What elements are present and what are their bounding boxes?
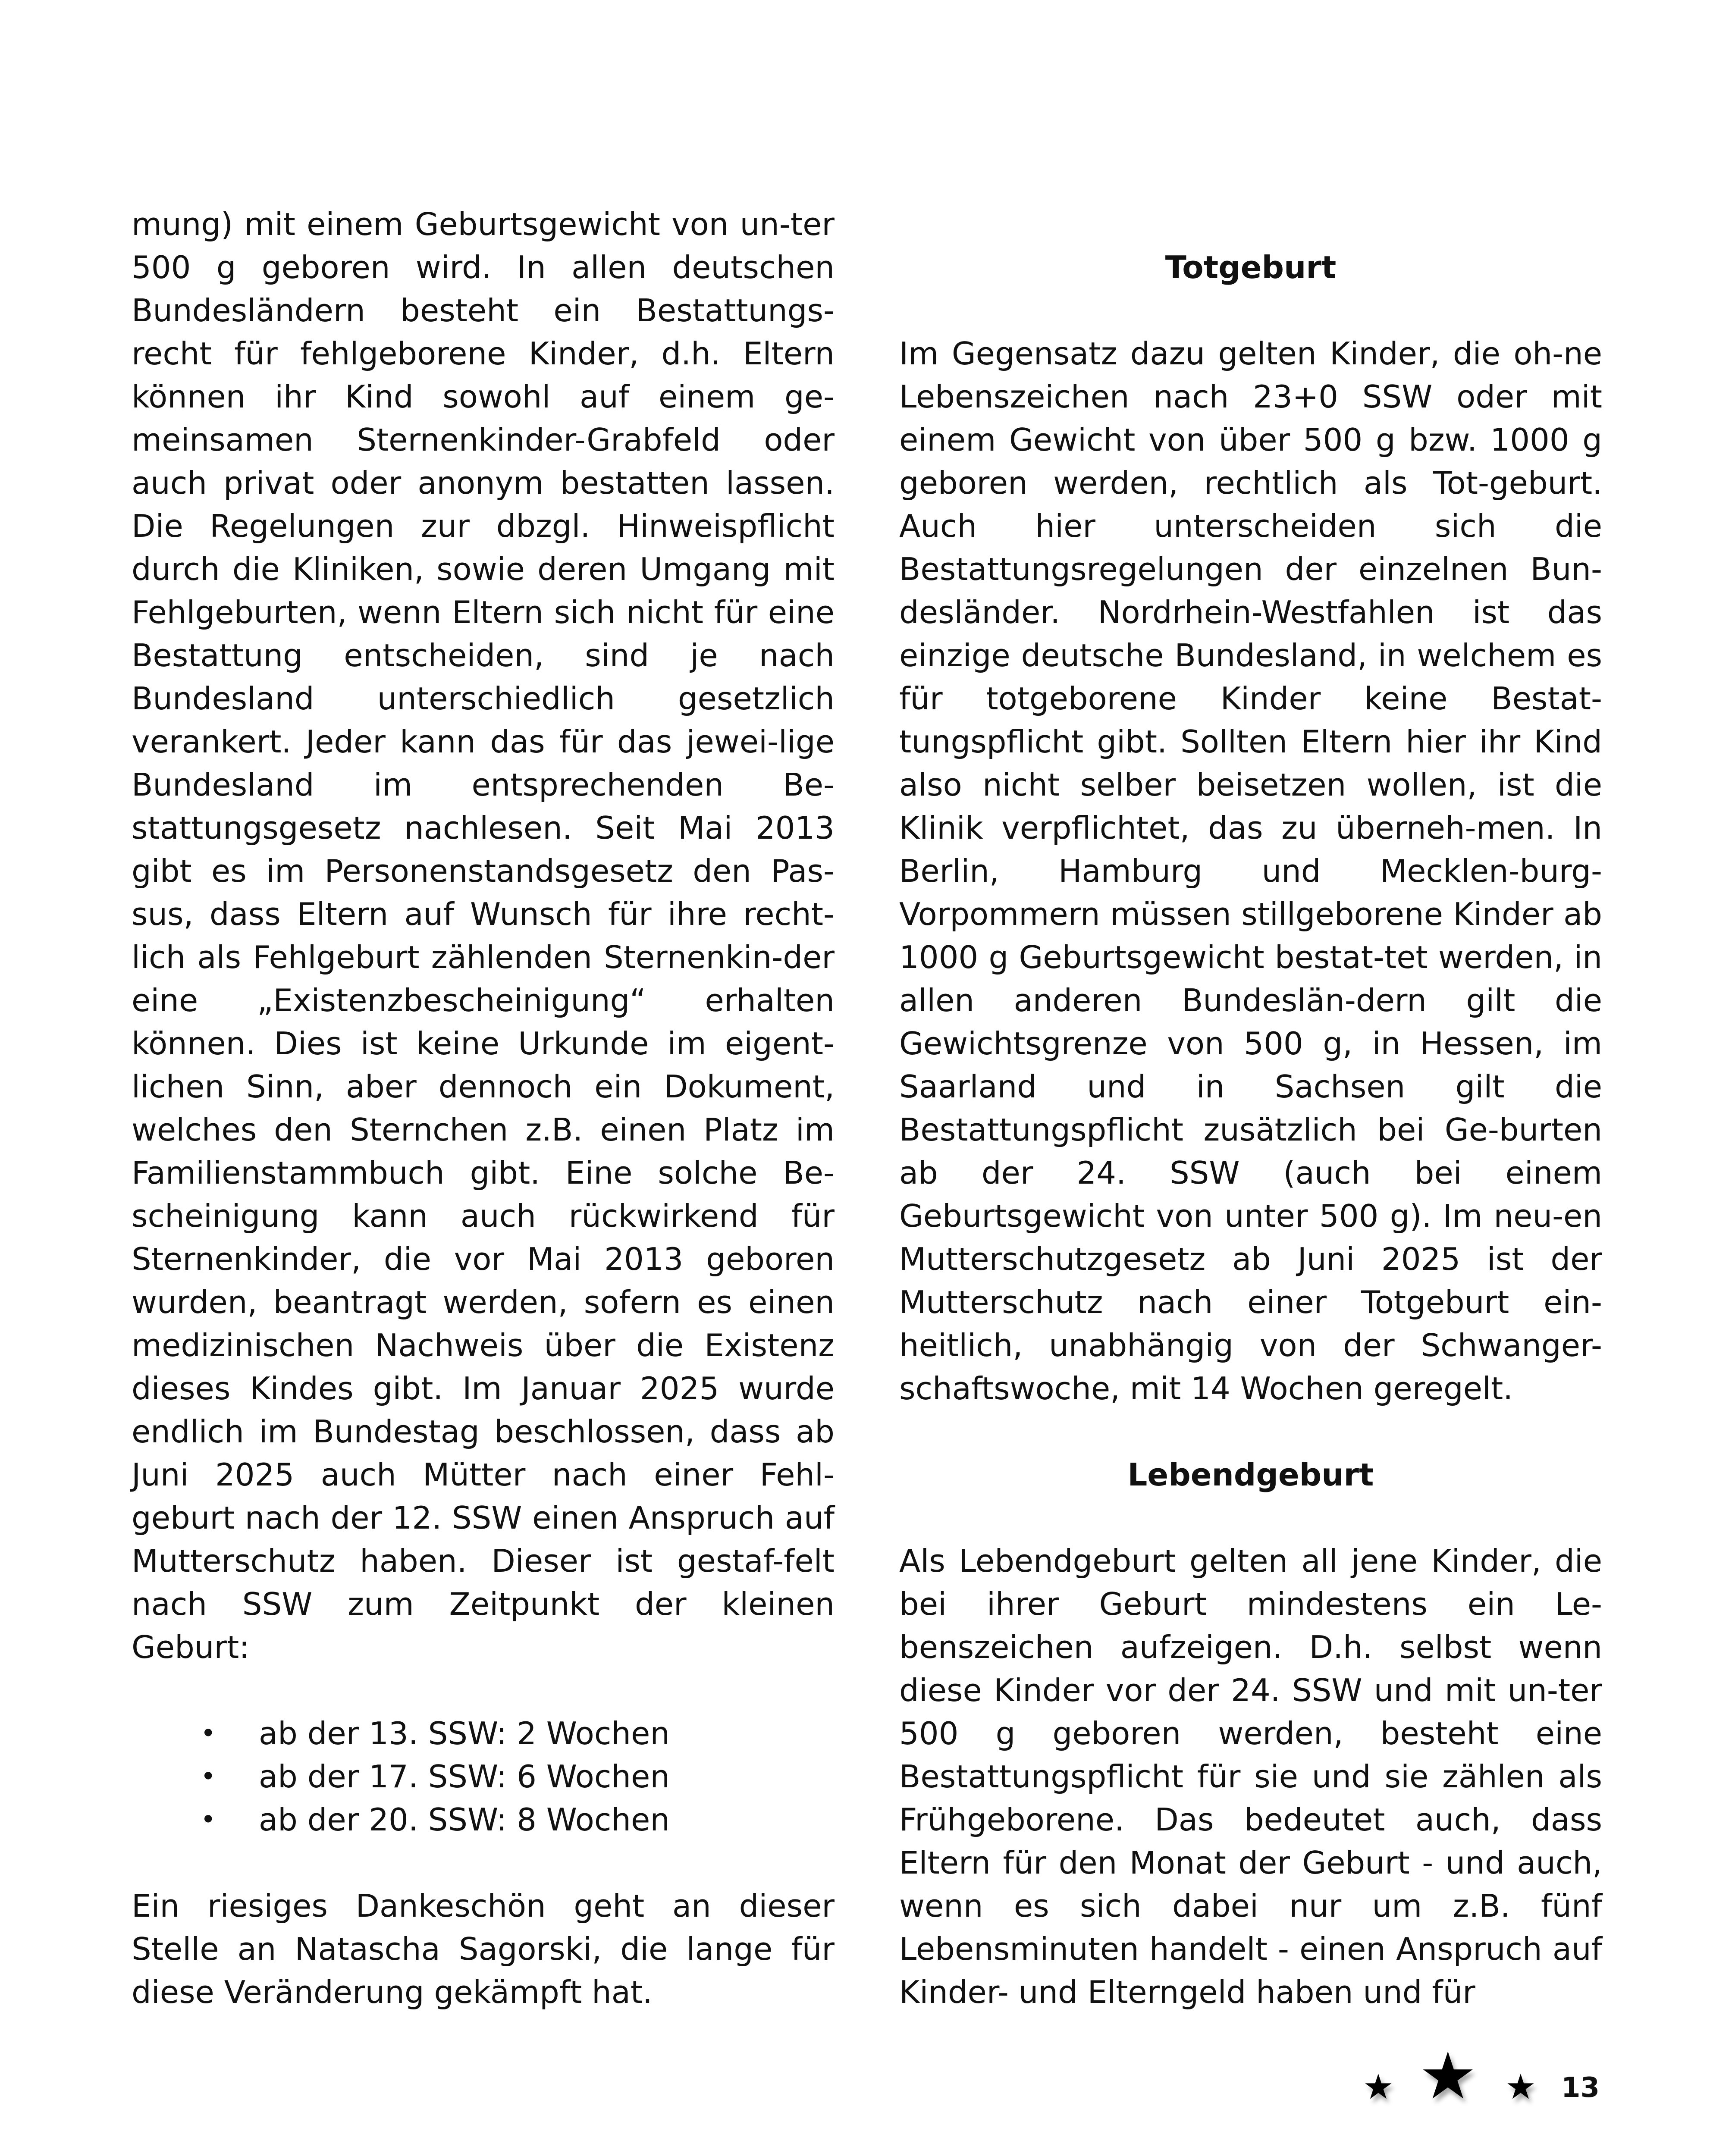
star-icon: ★ [1419, 2039, 1477, 2114]
page-footer [1346, 2039, 1604, 2122]
spacer [132, 1669, 835, 1712]
list-item [201, 1798, 835, 1841]
page-number: 13 [1561, 2072, 1600, 2104]
right-column [899, 246, 1602, 2014]
spacer [132, 1841, 835, 1884]
right-paragraph-1: Im Gegensatz dazu gelten Kinder, die oh-ne Lebenszeichen nach 23+0 SSW oder mit einem Gewicht von über 500 g bzw. 1000 g geboren werden, rechtlich als Tot-geburt. Auch hier unterscheiden sich die Bestattungsregelungen der einzelnen Bun-desländer. Nordrhein-Westfahlen ist das einzige deutsche Bundesland, in welchem es für totgeborene Kinder keine Bestat-tungspflicht gibt. Sollten Eltern hier ihr Kind also nicht selber beisetzen wollen, ist die Klinik verpflichtet, das zu überneh-men. In Berlin, Hamburg und Mecklen-burg-Vorpommern müssen stillgeborene Kinder ab 1000 g Geburtsgewicht bestat-tet werden, in allen anderen Bundeslän-dern gilt die Gewichtsgrenze von 500 g, in Hessen, im Saarland und in Sachsen gilt die Bestattungspflicht zusätzlich bei Ge-burten ab der 24. SSW (auch bei einem Geburtsgewicht von unter 500 g). Im neu-en Mutterschutzgesetz ab Juni 2025 ist der Mutterschutz nach einer Totgeburt ein-heitlich, unabhängig von der Schwanger-schaftswoche, mit 14 Wochen geregelt. [899, 335, 1602, 1407]
heading-lebendgeburt: Lebendgeburt [1127, 1457, 1374, 1493]
list-item-text: ab der 17. SSW: 6 Wochen [259, 1758, 670, 1795]
list-item-text: ab der 13. SSW: 2 Wochen [259, 1715, 670, 1752]
left-paragraph-1: mung) mit einem Geburtsgewicht von un-ter 500 g geboren wird. In allen deutschen Bundesländern besteht ein Bestattungs-recht für fehlgeborene Kinder, d.h. Eltern können ihr Kind sowohl auf einem ge-meinsamen Sternenkinder-Grabfeld oder auch privat oder anonym bestatten lassen. Die Regelungen zur dbzgl. Hinweispflicht durch die Kliniken, sowie deren Umgang mit Fehlgeburten, wenn Eltern sich nicht für eine Bestattung entscheiden, sind je nach Bundesland unterschiedlich gesetzlich verankert. Jeder kann das für das jewei-lige Bundesland im entsprechenden Be-stattungsgesetz nachlesen. Seit Mai 2013 gibt es im Personenstandsgesetz den Pas-sus, dass Eltern auf Wunsch für ihre recht-lich als Fehlgeburt zählenden Sternenkin-der eine „Existenzbescheinigung“ erhalten können. Dies ist keine Urkunde im eigent-lichen Sinn, aber dennoch ein Dokument, welches den Sternchen z.B. einen Platz im Familienstammbuch gibt. Eine solche Be-scheinigung kann auch rückwirkend für Sternenkinder, die vor Mai 2013 geboren wurden, beantragt werden, sofern es einen medizinischen Nachweis über die Existenz dieses Kindes gibt. Im Januar 2025 wurde endlich im Bundestag beschlossen, dass ab Juni 2025 auch Mütter nach einer Fehl-geburt nach der 12. SSW einen Anspruch auf Mutterschutz haben. Dieser ist gestaf-felt nach SSW zum Zeitpunkt der kleinen Geburt: [132, 206, 835, 1665]
left-column [132, 203, 835, 2014]
list-item [201, 1712, 835, 1755]
heading-totgeburt: Totgeburt [1165, 249, 1337, 285]
right-paragraph-2: Als Lebendgeburt gelten all jene Kinder, die bei ihrer Geburt mindestens ein Le-benszeichen aufzeigen. D.h. selbst wenn diese Kinder vor der 24. SSW und mit un-ter 500 g geboren werden, besteht eine Bestattungspflicht für sie und sie zählen als Frühgeborene. Das bedeutet auch, dass Eltern für den Monat der Geburt - und auch, wenn es sich dabei nur um z.B. fünf Lebensminuten handelt - einen Anspruch auf Kinder- und Elterngeld haben und für [899, 1543, 1602, 2010]
star-icon: ★ [1363, 2067, 1394, 2107]
spacer [899, 1496, 1602, 1539]
spacer [899, 1410, 1602, 1453]
bullet-icon: • [201, 1761, 216, 1792]
list-item-text: ab der 20. SSW: 8 Wochen [259, 1802, 670, 1838]
mutterschutz-list [132, 1712, 835, 1841]
star-icon: ★ [1505, 2067, 1536, 2107]
list-item [201, 1755, 835, 1798]
left-paragraph-2: Ein riesiges Dankeschön geht an dieser Stelle an Natascha Sagorski, die lange für diese Veränderung gekämpft hat. [132, 1888, 835, 2010]
bullet-icon: • [201, 1805, 216, 1835]
bullet-icon: • [201, 1718, 216, 1749]
